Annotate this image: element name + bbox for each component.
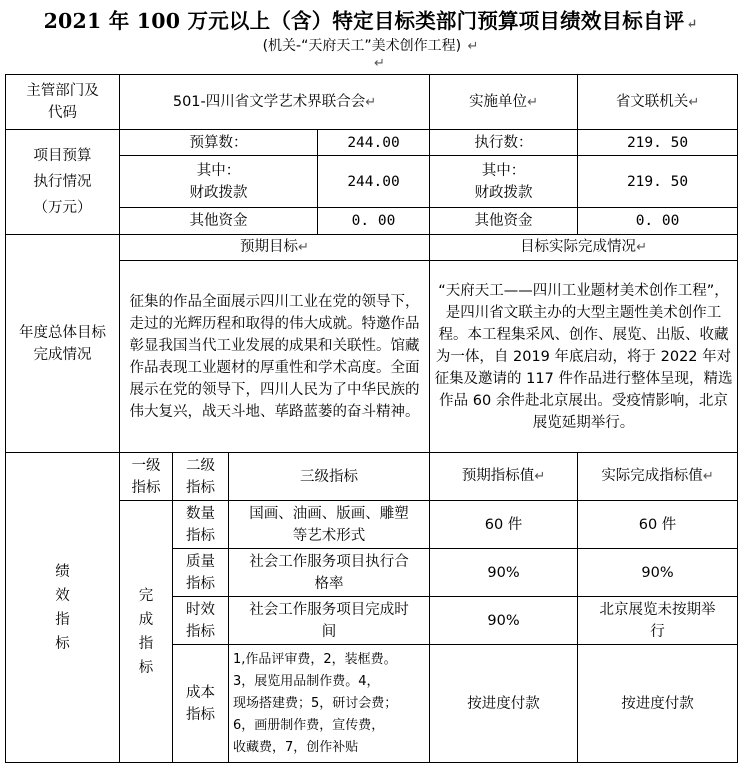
level3-value: 社会工作服务项目完成时 间: [229, 597, 430, 645]
impl-label: 实施单位↵: [430, 75, 578, 130]
level3-value: 1,作品评审费，2，装框费。 3，展览用品制作费。4， 现场搭建费；5，研讨会费； 6，画册制作费，宣传费， 收藏费，7，创作补贴: [229, 645, 430, 763]
exec-item-value: 0. 00: [578, 208, 738, 235]
annual-label: 年度总体目标 完成情况: [6, 235, 120, 453]
budget-item-label: 预算数：: [120, 130, 318, 156]
perf-label: 绩效指标: [6, 453, 120, 763]
dept-label: 主管部门及 代码: [6, 75, 120, 130]
paragraph-mark: ↵: [374, 56, 385, 71]
budget-item-value: 244.00: [318, 156, 430, 208]
level3-value: 社会工作服务项目执行合 格率: [229, 549, 430, 597]
expected-goal-text: 征集的作品全面展示四川工业在党的领导下，走过的光辉历程和取得的伟大成就。特邀作品彰显我国当代工业发展的成果和关联性。馆藏作品表现工业题材的厚重性和学术高度。全面展示在党的领导下，四川人民为了中华民族的伟大复兴，战天斗地、荜路蓝蒌的奋斗精神。: [120, 261, 430, 453]
level1-header: 一级 指标: [120, 453, 173, 501]
dept-value: 501-四川省文学艺术界联合会↵: [120, 75, 430, 130]
level3-value: 国画、油画、版画、雕塑 等艺术形式: [229, 501, 430, 549]
budget-row: [6, 130, 738, 156]
expected-value: 60 件: [430, 501, 578, 549]
expected-value: 90%: [430, 549, 578, 597]
perf-header-row: [6, 453, 738, 501]
level2-value: 成本 指标: [173, 645, 229, 763]
level2-value: 数量 指标: [173, 501, 229, 549]
expected-goal-header: 预期目标↵: [120, 235, 430, 261]
page-title: 2021 年 100 万元以上（含）特定目标类部门预算项目绩效目标自评 ↵: [43, 9, 698, 33]
budget-item-value: 0. 00: [318, 208, 430, 235]
actual-goal-text: “天府天工——四川工业题材美术创作工程”，是四川省文联主办的大型主题性美术创作工程。本工程集采风、创作、展览、出版、收藏为一体，自 2019 年底启动，将于 2022 年对征集及邀请的 117 件作品进行整体呈现，精选作品 60 余件赴北京展出。受疫情影响，北京展览延期举行。: [430, 261, 738, 453]
actual-value: 60 件: [578, 501, 738, 549]
level2-value: 时效 指标: [173, 597, 229, 645]
level2-header: 二级 指标: [173, 453, 229, 501]
level2-value: 质量 指标: [173, 549, 229, 597]
dept-row: [6, 75, 738, 130]
page-subtitle: (机关-“天府天工”美术创作工程) ↵: [262, 38, 479, 54]
budget-item-value: 244.00: [318, 130, 430, 156]
actual-value-header: 实际完成指标值↵: [578, 453, 738, 501]
impl-value: 省文联机关↵: [578, 75, 738, 130]
annual-header-row: [6, 235, 738, 261]
actual-value: 北京展览未按期举 行: [578, 597, 738, 645]
expected-value: 按进度付款: [430, 645, 578, 763]
level1-value: 完成指标: [120, 501, 173, 763]
budget-item-label: 其中： 财政拨款: [120, 156, 318, 208]
actual-value: 按进度付款: [578, 645, 738, 763]
budget-item-label: 其他资金: [120, 208, 318, 235]
exec-item-label: 执行数：: [430, 130, 578, 156]
actual-value: 90%: [578, 549, 738, 597]
actual-goal-header: 目标实际完成情况↵: [430, 235, 738, 261]
exec-item-label: 其中： 财政拨款: [430, 156, 578, 208]
expected-value: 90%: [430, 597, 578, 645]
evaluation-table: [5, 74, 738, 763]
expected-value-header: 预期指标值↵: [430, 453, 578, 501]
exec-item-label: 其他资金: [430, 208, 578, 235]
exec-item-value: 219. 50: [578, 156, 738, 208]
level3-header: 三级指标: [229, 453, 430, 501]
exec-item-value: 219. 50: [578, 130, 738, 156]
budget-label: 项目预算 执行情况 （万元）: [6, 130, 120, 235]
